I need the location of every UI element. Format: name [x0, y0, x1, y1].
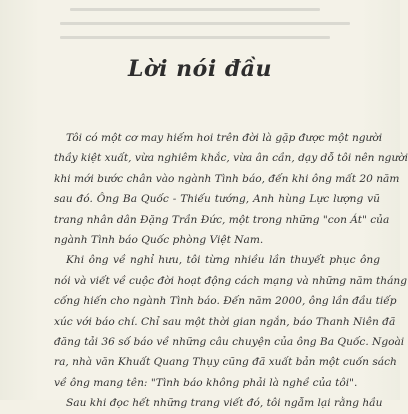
chapter-title: Lời nói đầu [128, 56, 272, 82]
paragraph-1 [54, 128, 408, 250]
text-line: ngành Tình báo Quốc phòng Việt Nam. [54, 234, 264, 247]
text-line: Tôi có một cơ may hiếm hoi trên đời là gặp được một người [66, 132, 383, 144]
text-line: cống hiến cho ngành Tình báo. Đến năm 2000, ông lần đầu tiếp [54, 295, 397, 308]
text-line: thầy kiệt xuất, vừa nghiêm khắc, vừa ân cần, dạy dỗ tôi nên người [54, 152, 408, 165]
text-line: nói và viết về cuộc đời hoạt động cách mạng và những năm tháng [54, 274, 407, 287]
bleed-through-text [0, 0, 400, 52]
text-line: xúc với báo chí. Chỉ sau một thời gian ngắn, báo Thanh Niên đã [54, 315, 396, 328]
text-line: khi mới bước chân vào ngành Tình báo, đến khi ông mất 20 năm [54, 172, 400, 185]
text-line: trang nhân dân Đặng Trần Đức, một trong những "con Át" của [54, 213, 390, 226]
text-line: đăng tải 36 số báo về những câu chuyện của ông Ba Quốc. Ngoài [54, 336, 405, 349]
text-line: về ông mang tên: "Tình báo không phải là nghề của tôi". [54, 376, 358, 389]
paragraph-3 [54, 393, 383, 413]
text-line: Sau khi đọc hết những trang viết đó, tôi ngẫm lại rằng hầu [66, 397, 383, 410]
text-line: sau đó. Ông Ba Quốc - Thiếu tướng, Anh hùng Lực lượng vũ [54, 193, 380, 206]
body-text [54, 128, 408, 414]
text-line: Khi ông về nghỉ hưu, tôi từng nhiều lần thuyết phục ông [66, 254, 380, 267]
paragraph-2 [54, 250, 407, 393]
text-line: ra, nhà văn Khuất Quang Thụy cũng đã xuất bản một cuốn sách [54, 356, 397, 369]
